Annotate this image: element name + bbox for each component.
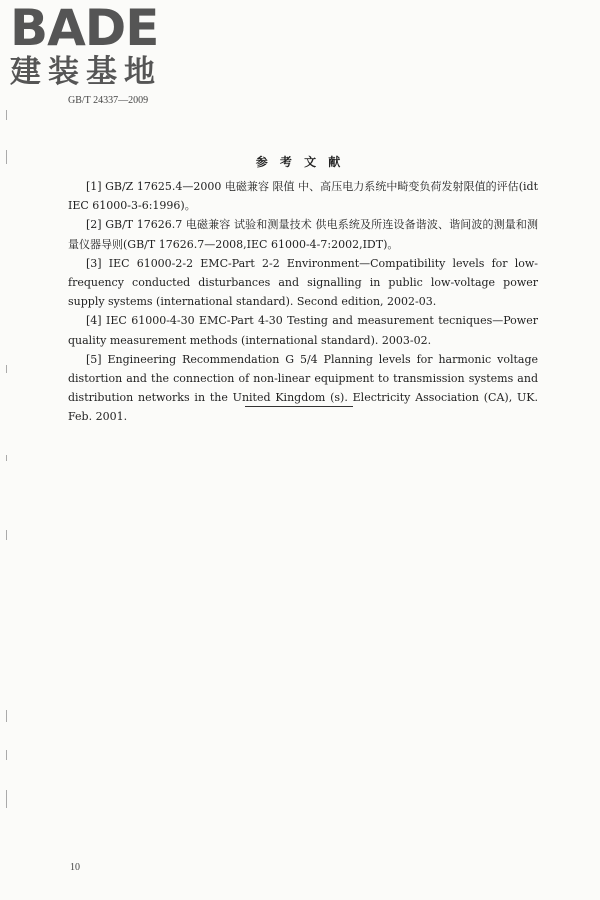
reference-item-4: [4] IEC 61000-4-30 EMC-Part 4-30 Testing and measurement tecniques—Power quality measurement methods (international standard). 2003-02.	[68, 314, 538, 347]
standard-number: GB/T 24337—2009	[68, 95, 149, 106]
reference-list	[68, 177, 538, 427]
reference-item-5: [5] Engineering Recommendation G 5/4 Planning levels for harmonic voltage distortion and the connection of non-linear equipment to transmission systems and distribution networks in the United Kingdom (s). Electricity Association (CA), UK. Feb. 2001.	[68, 352, 538, 424]
watermark-logo	[10, 2, 180, 89]
end-rule	[245, 406, 353, 407]
logo-chinese-text: 建装基地	[10, 54, 162, 90]
reference-item-2: [2] GB/T 17626.7 电磁兼容 试验和测量技术 供电系统及所连设备谐波、谐间波的测量和测量仪器导则(GB/T 17626.7—2008,IEC 61000-4-7:2002,IDT)。	[68, 218, 538, 251]
reference-item-1: [1] GB/Z 17625.4—2000 电磁兼容 限值 中、高压电力系统中畸变负荷发射限值的评估(idt IEC 61000-3-6:1996)。	[68, 180, 538, 213]
references-title: 参 考 文 献	[255, 155, 345, 169]
margin-marks	[6, 110, 10, 870]
logo-word: BADE	[10, 0, 159, 57]
page-number: 10	[70, 862, 80, 873]
reference-item-3: [3] IEC 61000-2-2 EMC-Part 2-2 Environment—Compatibility levels for low-frequency conducted disturbances and signalling in public low-voltage power supply systems (international standard). Second edition, 2002-03.	[68, 256, 538, 309]
